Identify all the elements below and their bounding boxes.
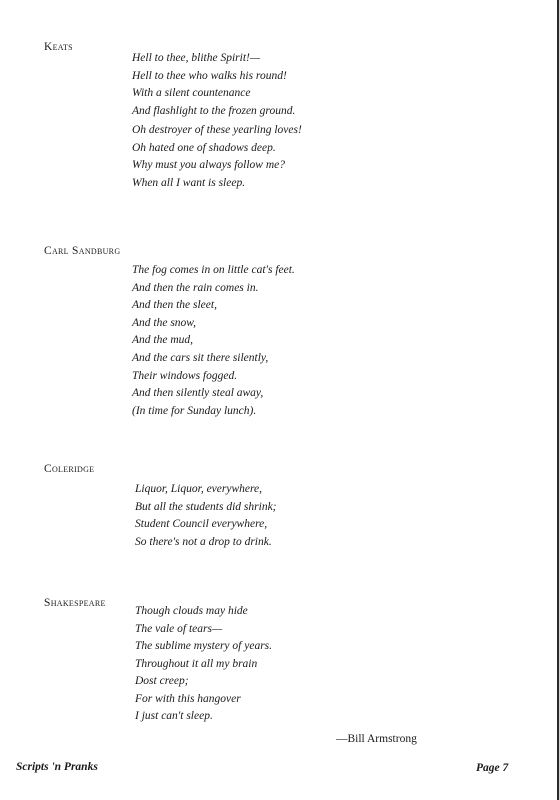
poem-line: With a silent countenance [132,87,251,99]
stanza [132,122,302,192]
poem-line: Their windows fogged. [132,369,238,382]
poem-line: Liquor, Liquor, everywhere, [135,483,263,495]
stanza [132,350,268,420]
poem-line: But all the students did shrink; [135,500,277,513]
poem-line: So there's not a drop to drink. [135,535,272,548]
poem-line: The vale of tears— [135,622,223,635]
poem-line: Student Council everywhere, [135,518,268,530]
poem-line: And flashlight to the frozen ground. [132,104,296,117]
poem-line: And the snow, [132,316,196,329]
poet-name-carl-sandburg: Carl Sandburg [44,245,121,257]
stanza [132,262,295,350]
poem-line: And the mud, [132,334,194,346]
publication-name: Scripts 'n Pranks [16,761,98,773]
poet-name-coleridge: Coleridge [44,463,95,475]
author-credit: —Bill Armstrong [336,733,417,745]
stanza [135,481,277,551]
poem-line: Why must you always follow me? [132,159,285,171]
poem-line: For with this hangover [135,692,241,705]
poem-line: And then silently steal away, [132,387,264,399]
poem-line: And then the sleet, [132,299,217,311]
poem-line: The fog comes in on little cat's feet. [132,264,295,276]
stanza [135,603,272,726]
poem-line: And then the rain comes in. [132,281,259,294]
poem-line: I just can't sleep. [135,710,213,722]
page-number: Page 7 [476,762,509,774]
stanza [132,50,295,120]
poet-name-shakespeare: Shakespeare [44,597,106,609]
poem-line: Oh hated one of shadows deep. [132,141,276,154]
poem-line: The sublime mystery of years. [135,640,273,652]
poem-line: Hell to thee, blithe Spirit!— [132,52,261,64]
poem-line: Dost creep; [135,675,189,687]
poet-name-keats: Keats [44,41,73,53]
poem-line: (In time for Sunday lunch). [132,404,257,417]
poem-line: And the cars sit there silently, [132,352,269,364]
poem-line: When all I want is sleep. [132,176,246,189]
poem-line: Throughout it all my brain [135,657,258,670]
poem-line: Hell to thee who walks his round! [132,69,287,82]
poem-line: Though clouds may hide [135,605,248,617]
poem-line: Oh destroyer of these yearling loves! [132,124,302,136]
